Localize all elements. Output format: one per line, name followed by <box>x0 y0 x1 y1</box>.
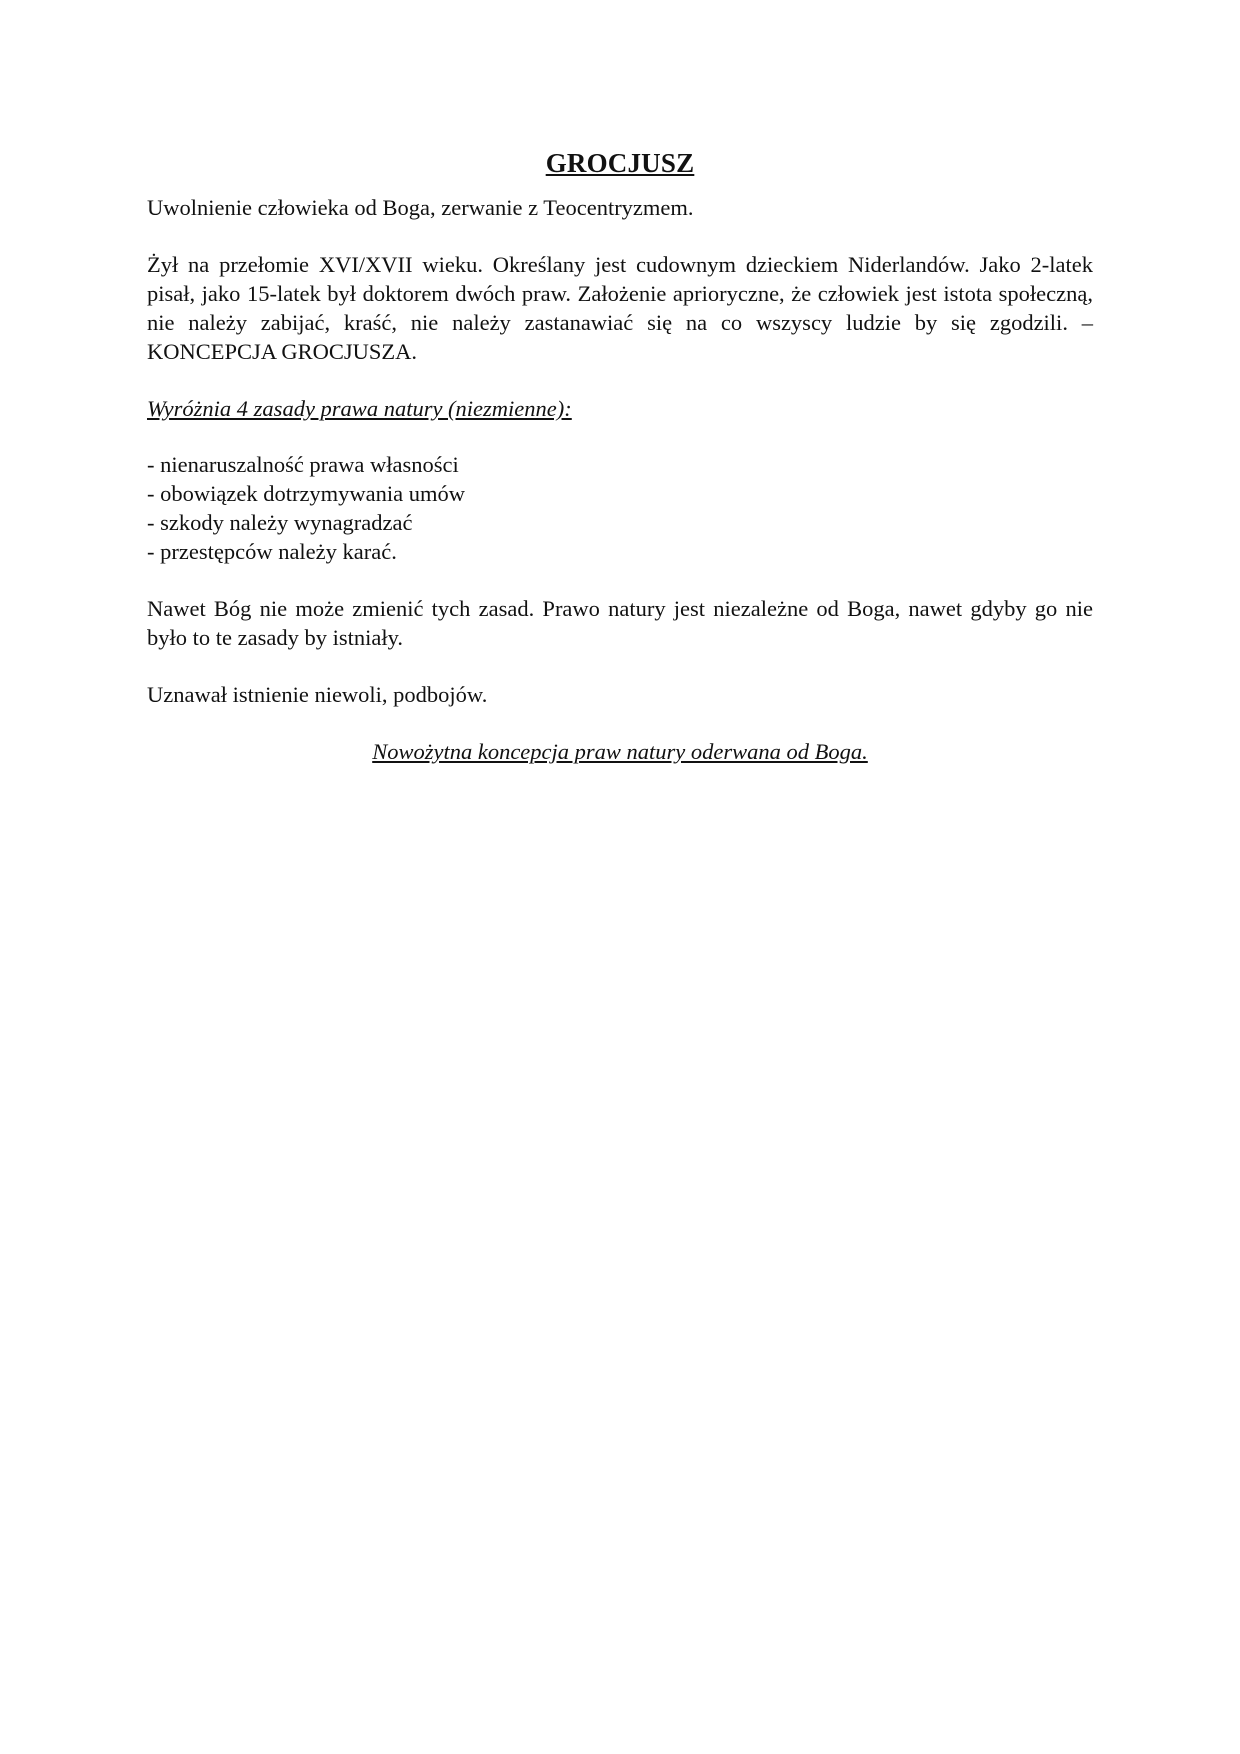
list-item: - nienaruszalność prawa własności <box>147 452 459 477</box>
rules-heading: Wyróżnia 4 zasady prawa natury (niezmienne): <box>147 396 572 421</box>
list-item: - szkody należy wynagradzać <box>147 510 413 535</box>
closing-statement: Nowożytna koncepcja praw natury oderwana od Boga. <box>372 739 868 764</box>
list-item: - przestępców należy karać. <box>147 539 397 564</box>
intro-paragraph: Uwolnienie człowieka od Boga, zerwanie z Teocentryzmem. <box>147 195 694 220</box>
rules-list <box>147 450 1093 566</box>
document-page <box>147 146 1093 794</box>
god-paragraph: Nawet Bóg nie może zmienić tych zasad. Prawo natury jest niezależne od Boga, nawet gdyby go nie było to te zasady by istniały. <box>147 596 1093 650</box>
list-item: - obowiązek dotrzymywania umów <box>147 481 466 506</box>
slavery-paragraph: Uznawał istnienie niewoli, podbojów. <box>147 682 488 707</box>
bio-paragraph: Żył na przełomie XVI/XVII wieku. Określany jest cudownym dzieckiem Niderlandów. Jako 2-latek pisał, jako 15-latek był doktorem dwóch praw. Założenie aprioryczne, że człowiek jest istota społeczną, nie należy zabijać, kraść, nie należy zastanawiać się na co wszyscy ludzie by się zgodzili. – KONCEPCJA GROCJUSZA. <box>147 252 1093 364</box>
document-title: GROCJUSZ <box>545 148 695 178</box>
